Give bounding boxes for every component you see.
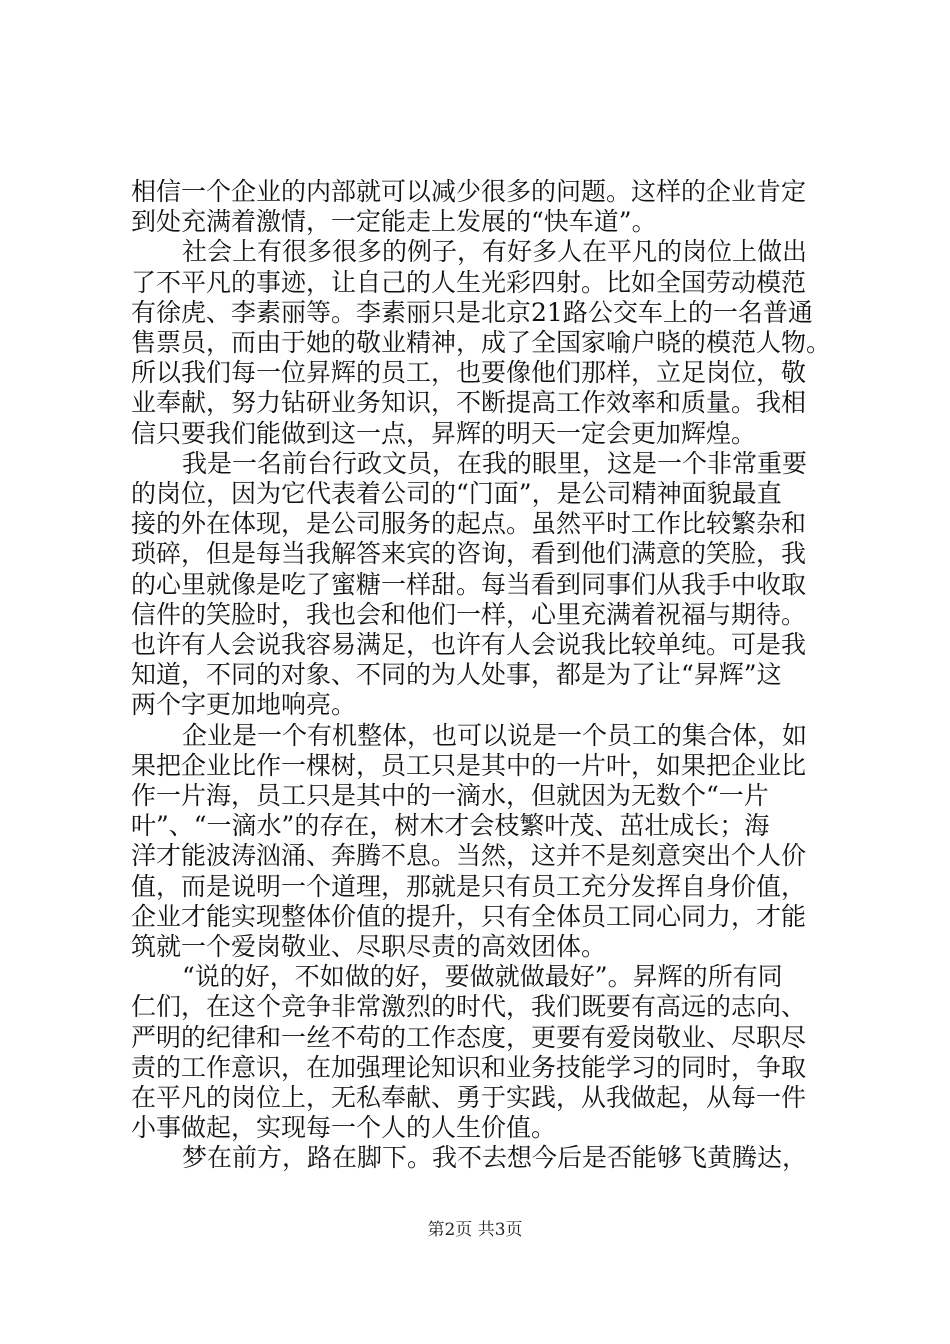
text-line: 知道，不同的对象、不同的为人处事，都是为了让“昇辉”这 [131, 660, 782, 690]
text-line: 相信一个企业的内部就可以减少很多的问题。这样的企业肯定 [131, 177, 807, 206]
text-line: 在平凡的岗位上，无私奉献、勇于实践，从我做起，从每一件 [131, 1083, 807, 1112]
text-line: 责的工作意识，在加强理论知识和业务技能学习的同时，争取 [131, 1052, 807, 1082]
text-line: 信件的笑脸时，我也会和他们一样，心里充满着祝福与期待。 [131, 599, 807, 629]
text-line: 的心里就像是吃了蜜糖一样甜。每当看到同事们从我手中收取 [131, 569, 807, 599]
text-line: 也许有人会说我容易满足，也许有人会说我比较单纯。可是我 [131, 630, 807, 659]
page-indicator: 第2页 共3页 [427, 1220, 523, 1240]
text-line: 琐碎，但是每当我解答来宾的咨询，看到他们满意的笑脸，我 [131, 539, 807, 569]
text-line: 两个字更加地响亮。 [131, 690, 357, 720]
page-footer [0, 1215, 950, 1240]
text-line: 信只要我们能做到这一点，昇辉的明天一定会更加辉煌。 [131, 418, 757, 448]
text-line: 的岗位，因为它代表着公司的“门面”，是公司精神面貌最直 [131, 479, 782, 508]
text-line: 售票员，而由于她的敬业精神，成了全国家喻户晓的模范人物。 [131, 328, 832, 357]
text-line: 值，而是说明一个道理，那就是只有员工充分发挥自身价值， [131, 871, 807, 901]
text-line: 作一片海，员工只是其中的一滴水，但就因为无数个“一片 [131, 781, 769, 810]
text-line: 业奉献，努力钻研业务知识，不断提高工作效率和质量。我相 [131, 388, 807, 418]
text-line: 企业才能实现整体价值的提升，只有全体员工同心同力，才能 [131, 901, 807, 931]
text-line: 所以我们每一位昇辉的员工，也要像他们那样，立足岗位，敬 [131, 358, 807, 388]
text-line: 我是一名前台行政文员，在我的眼里，这是一个非常重要 [182, 448, 808, 478]
text-line: 了不平凡的事迹，让自己的人生光彩四射。比如全国劳动模范 [131, 267, 807, 297]
text-line: “说的好，不如做的好，要做就做最好”。昇辉的所有同 [182, 962, 783, 992]
text-line: 接的外在体现，是公司服务的起点。虽然平时工作比较繁杂和 [131, 509, 807, 539]
text-line: 企业是一个有机整体，也可以说是一个员工的集合体，如 [182, 720, 808, 750]
text-line: 社会上有很多很多的例子，有好多人在平凡的岗位上做出 [182, 237, 808, 267]
text-line: 洋才能波涛汹涌、奔腾不息。当然，这并不是刻意突出个人价 [131, 841, 807, 871]
text-line: 严明的纪律和一丝不苟的工作态度，更要有爱岗敬业、尽职尽 [131, 1022, 807, 1052]
text-line: 仁们，在这个竞争非常激烈的时代，我们既要有高远的志向、 [131, 992, 807, 1022]
text-line: 到处充满着激情，一定能走上发展的“快车道”。 [131, 207, 657, 237]
text-line: 梦在前方，路在脚下。我不去想今后是否能够飞黄腾达， [182, 1143, 808, 1173]
text-line: 小事做起，实现每一个人的人生价值。 [131, 1113, 557, 1143]
text-line: 叶”、“一滴水”的存在，树木才会枝繁叶茂、茁壮成长；海 [131, 811, 770, 841]
text-line: 果把企业比作一棵树，员工只是其中的一片叶，如果把企业比 [131, 750, 807, 780]
text-line: 筑就一个爱岗敬业、尽职尽责的高效团体。 [131, 932, 607, 961]
text-line: 有徐虎、李素丽等。李素丽只是北京21路公交车上的一名普通 [131, 297, 813, 327]
